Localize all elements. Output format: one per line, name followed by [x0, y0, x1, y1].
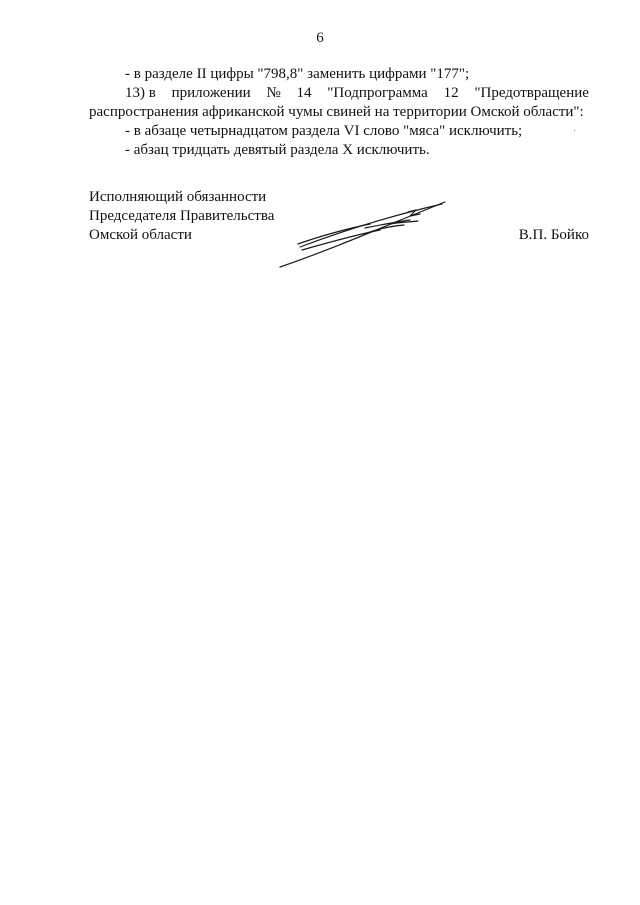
signatory-title-line: Исполняющий обязанности [89, 189, 267, 205]
item-13-continuation: распространения африканской чумы свиней на территории Омской области": [89, 104, 584, 120]
document-body [89, 65, 589, 160]
item-13-word: приложении [171, 85, 251, 101]
signatory-title-line: Омской области [89, 227, 192, 243]
item-13-word: 13) в [125, 85, 156, 101]
item-13-word: "Подпрограмма [327, 85, 428, 101]
amendment-line-section-2: - в разделе II цифры "798,8" заменить цифрами "177"; [125, 66, 470, 82]
handwritten-signature [270, 192, 460, 272]
item-13-word: 14 [296, 85, 312, 101]
signer-name: В.П. Бойко [518, 227, 589, 243]
page-number: 6 [316, 30, 324, 46]
amendment-line-section-10: - абзац тридцать девятый раздела X исключить. [125, 142, 430, 158]
signatory-title-line: Председателя Правительства [89, 208, 275, 224]
item-13-word: 12 [443, 85, 459, 101]
item-13-word: № [266, 85, 281, 101]
scan-speck [574, 130, 575, 131]
amendment-line-section-6: - в абзаце четырнадцатом раздела VI слово "мяса" исключить; [125, 123, 523, 139]
item-13-word: "Предотвращение [474, 85, 589, 101]
amendment-item-13 [89, 84, 589, 103]
